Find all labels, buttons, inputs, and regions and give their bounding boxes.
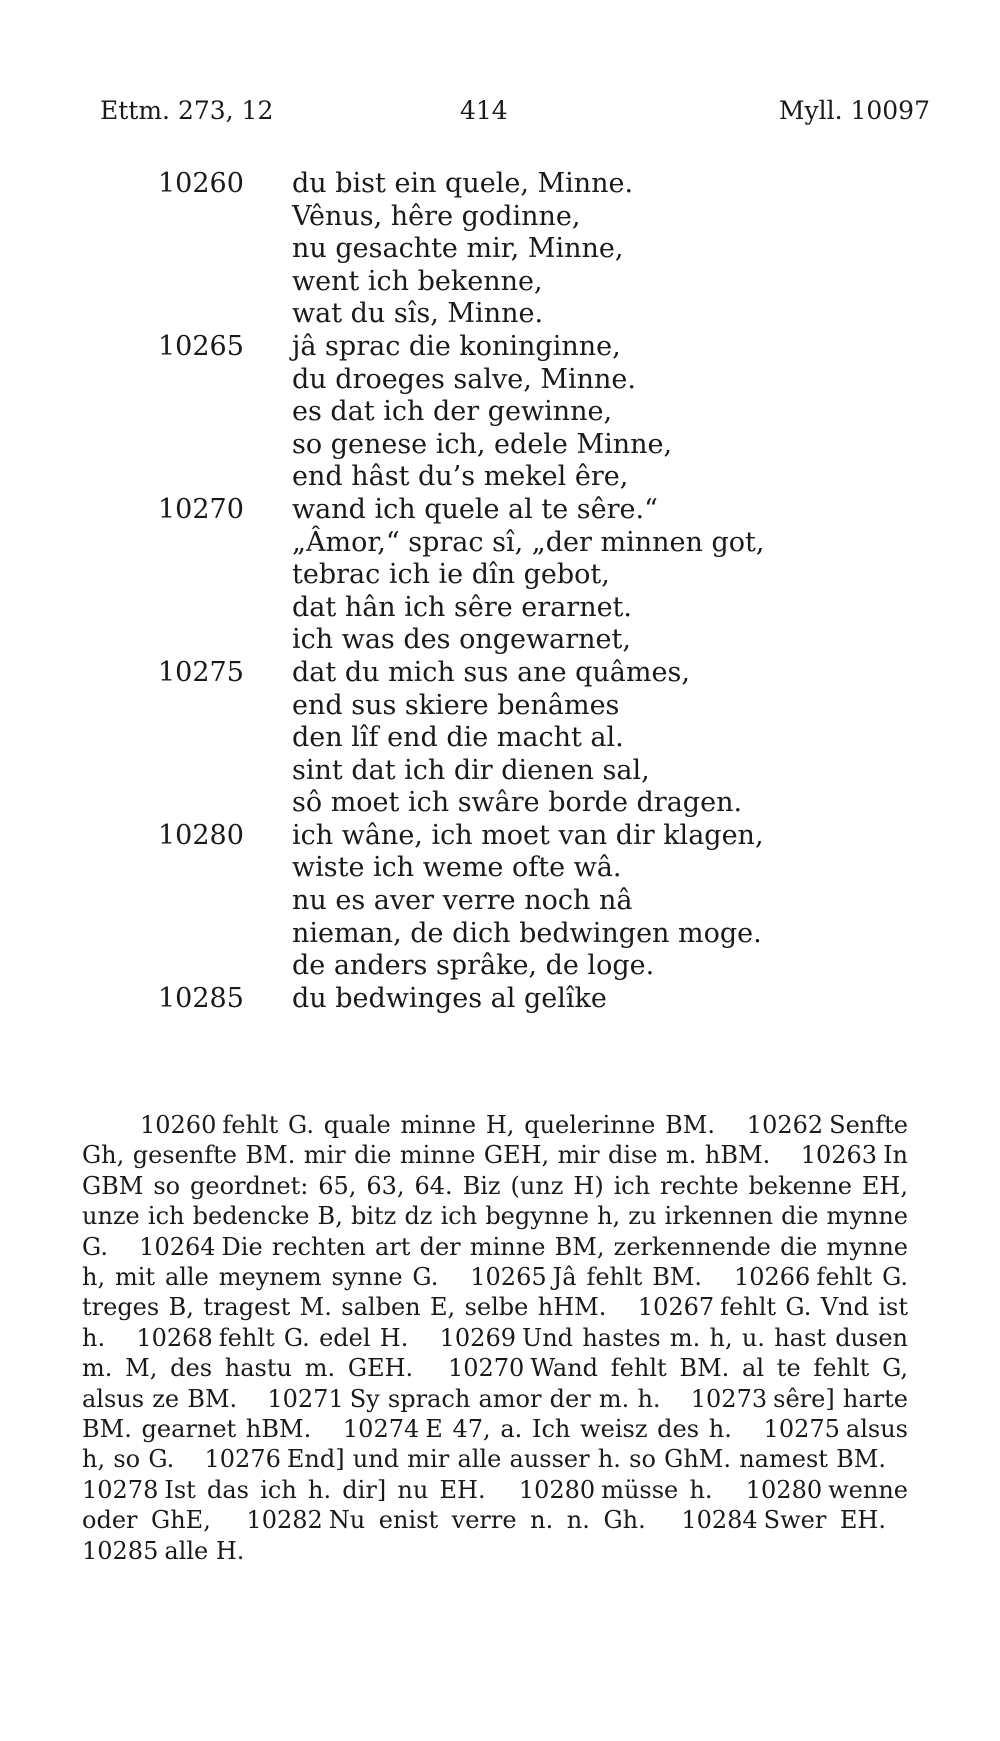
verse-line	[0, 983, 1000, 1016]
apparatus-verse-ref: 10267	[637, 1293, 715, 1322]
verse-text	[0, 168, 1000, 1015]
apparatus-note	[470, 1263, 702, 1291]
apparatus-verse-ref: 10264	[139, 1232, 216, 1261]
verse-line	[0, 787, 1000, 820]
apparatus-reading: Sy sprach amor der m. h.	[349, 1384, 661, 1413]
apparatus-verse-ref: 10284	[681, 1506, 758, 1535]
apparatus-reading: wenne oder GhE,	[82, 1475, 908, 1535]
apparatus-verse-ref: 10260	[140, 1111, 217, 1139]
apparatus-reading: alsus h, so G.	[82, 1415, 908, 1474]
verse-text-line: ich wâne, ich moet van dir klagen,	[292, 819, 764, 851]
verse-line	[0, 364, 1000, 397]
running-head-right: Myll. 10097	[778, 96, 930, 125]
running-head-left: Ettm. 273, 12	[100, 96, 274, 125]
apparatus-reading: Swer EH.	[763, 1506, 886, 1535]
apparatus-verse-ref: 10275	[763, 1415, 840, 1444]
verse-text-line: wiste ich weme ofte wâ.	[292, 852, 622, 884]
apparatus-reading: E 47, a. Ich weisz des h.	[425, 1415, 732, 1444]
verse-text-line: Vênus, hêre godinne,	[292, 200, 581, 232]
verse-text-line: tebrac ich ie dîn gebot,	[292, 559, 610, 591]
apparatus-verse-ref: 10271	[267, 1384, 344, 1413]
verse-text-line: went ich bekenne,	[292, 265, 543, 297]
verse-text-line: de anders sprâke, de loge.	[292, 950, 655, 982]
apparatus-verse-ref: 10268	[136, 1323, 213, 1352]
verse-text-line: du bedwinges al gelîke	[292, 982, 607, 1014]
verse-text-line: den lîf end die macht al.	[292, 722, 624, 754]
apparatus-verse-ref: 10276	[204, 1445, 281, 1474]
verse-text-line: wat du sîs, Minne.	[292, 298, 544, 330]
apparatus-verse-ref: 10263	[800, 1141, 878, 1170]
apparatus-verse-ref: 10273	[690, 1384, 768, 1413]
verse-line	[0, 331, 1000, 364]
verse-line	[0, 201, 1000, 234]
verse-line	[0, 527, 1000, 560]
apparatus-note	[519, 1476, 713, 1504]
verse-text-line: so genese ich, edele Minne,	[292, 428, 673, 460]
verse-text-line: nu gesachte mir, Minne,	[292, 233, 624, 265]
verse-text-line: nieman, de dich bedwingen moge.	[292, 917, 762, 949]
verse-number: 10270	[158, 493, 244, 525]
apparatus-reading: fehlt G. quale minne H, quelerinne BM.	[222, 1111, 715, 1139]
verse-line	[0, 168, 1000, 201]
apparatus-verse-ref: 10274	[342, 1415, 420, 1444]
apparatus-note	[140, 1111, 715, 1139]
apparatus-verse-ref: 10269	[439, 1323, 516, 1352]
page-number: 414	[460, 96, 508, 125]
apparatus-verse-ref: 10265	[470, 1263, 547, 1292]
apparatus-reading: Und hastes m. h, u. hast dusen m. M, des hastu m. GEH.	[82, 1323, 908, 1383]
apparatus-reading: End] und mir alle ausser h. so GhM. namest BM.	[286, 1445, 886, 1474]
apparatus-reading: Nu enist verre n. n. Gh.	[328, 1506, 646, 1535]
verse-line	[0, 918, 1000, 951]
verse-text-line: es dat ich der gewinne,	[292, 396, 613, 428]
verse-line	[0, 559, 1000, 592]
verse-number: 10280	[158, 819, 244, 851]
page-header	[100, 96, 930, 136]
apparatus-note	[246, 1506, 645, 1534]
verse-text-line: du droeges salve, Minne.	[292, 363, 636, 395]
apparatus-reading: In GBM so geordnet: 65, 63, 64. Biz (unz H) ich rechte bekenne EH, unze ich bedencke B, bitz dz ich begynne h, zu irkennen die mynne G.	[82, 1141, 908, 1261]
verse-text-line: end hâst du’s mekel êre,	[292, 461, 629, 493]
verse-line	[0, 950, 1000, 983]
apparatus-reading: fehlt G. Vnd ist h.	[82, 1293, 909, 1352]
apparatus-note	[267, 1385, 660, 1413]
verse-line	[0, 885, 1000, 918]
verse-line	[0, 266, 1000, 299]
apparatus-reading: Die rechten art der minne BM, zerkennende die mynne h, mit alle meynem synne G.	[82, 1232, 908, 1292]
verse-text-line: du bist ein quele, Minne.	[292, 168, 634, 199]
verse-number: 10260	[158, 168, 244, 199]
apparatus-verse-ref: 10280	[745, 1475, 823, 1504]
verse-number: 10265	[158, 330, 244, 362]
apparatus-reading: müsse h.	[601, 1475, 713, 1504]
verse-line	[0, 852, 1000, 885]
apparatus-reading: Ist das ich h. dir] nu EH.	[164, 1475, 486, 1504]
verse-line	[0, 722, 1000, 755]
verse-text-line: end sus skiere benâmes	[292, 689, 620, 721]
apparatus-verse-ref: 10282	[246, 1506, 323, 1535]
apparatus-reading: fehlt G. treges B, tragest M. salben E, selbe hHM.	[82, 1263, 909, 1322]
verse-text-line: jâ sprac die koninginne,	[292, 330, 621, 362]
verse-number: 10285	[158, 982, 244, 1014]
apparatus-verse-ref: 10280	[518, 1475, 596, 1504]
verse-text-line: nu es aver verre noch nâ	[292, 885, 633, 917]
verse-line	[0, 494, 1000, 527]
verse-number: 10275	[158, 656, 244, 688]
verse-line	[0, 233, 1000, 266]
verse-line	[0, 461, 1000, 494]
apparatus-note	[343, 1415, 732, 1443]
verse-text-line: sô moet ich swâre borde dragen.	[292, 787, 743, 819]
apparatus-verse-ref: 10270	[447, 1354, 525, 1383]
apparatus-note	[205, 1445, 886, 1473]
verse-text-line: ich was des ongewarnet,	[292, 624, 631, 656]
apparatus-verse-ref: 10285	[82, 1536, 159, 1565]
verse-text-line: dat hân ich sêre erarnet.	[292, 591, 632, 623]
critical-apparatus	[82, 1110, 908, 1566]
verse-line	[0, 690, 1000, 723]
verse-line	[0, 592, 1000, 625]
verse-line	[0, 657, 1000, 690]
apparatus-note	[82, 1476, 486, 1504]
verse-text-line: dat du mich sus ane quâmes,	[292, 656, 690, 688]
apparatus-verse-ref: 10278	[82, 1475, 159, 1504]
verse-line	[0, 429, 1000, 462]
verse-line	[0, 820, 1000, 853]
apparatus-note	[136, 1324, 408, 1352]
verse-line	[0, 624, 1000, 657]
apparatus-paragraph	[82, 1110, 908, 1566]
apparatus-verse-ref: 10266	[733, 1263, 811, 1292]
verse-text-line: „Âmor,“ sprac sî, „der minnen got,	[292, 526, 765, 558]
verse-text-line: sint dat ich dir dienen sal,	[292, 754, 650, 786]
apparatus-note	[681, 1506, 886, 1534]
apparatus-reading: Jâ fehlt BM.	[552, 1263, 703, 1292]
apparatus-reading: Wand fehlt BM. al te fehlt G, alsus ze BM.	[82, 1354, 909, 1413]
apparatus-reading: alle H.	[164, 1536, 245, 1565]
apparatus-reading: Senfte Gh, gesenfte BM. mir die minne GEH, mir dise m. hBM.	[82, 1111, 908, 1170]
verse-text-line: wand ich quele al te sêre.“	[292, 493, 658, 525]
verse-line	[0, 755, 1000, 788]
apparatus-verse-ref: 10262	[746, 1111, 824, 1139]
verse-line	[0, 396, 1000, 429]
apparatus-note	[82, 1537, 244, 1565]
apparatus-reading: fehlt G. edel H.	[218, 1323, 409, 1352]
verse-line	[0, 298, 1000, 331]
apparatus-reading: sêre] harte BM. gearnet hBM.	[82, 1384, 908, 1444]
